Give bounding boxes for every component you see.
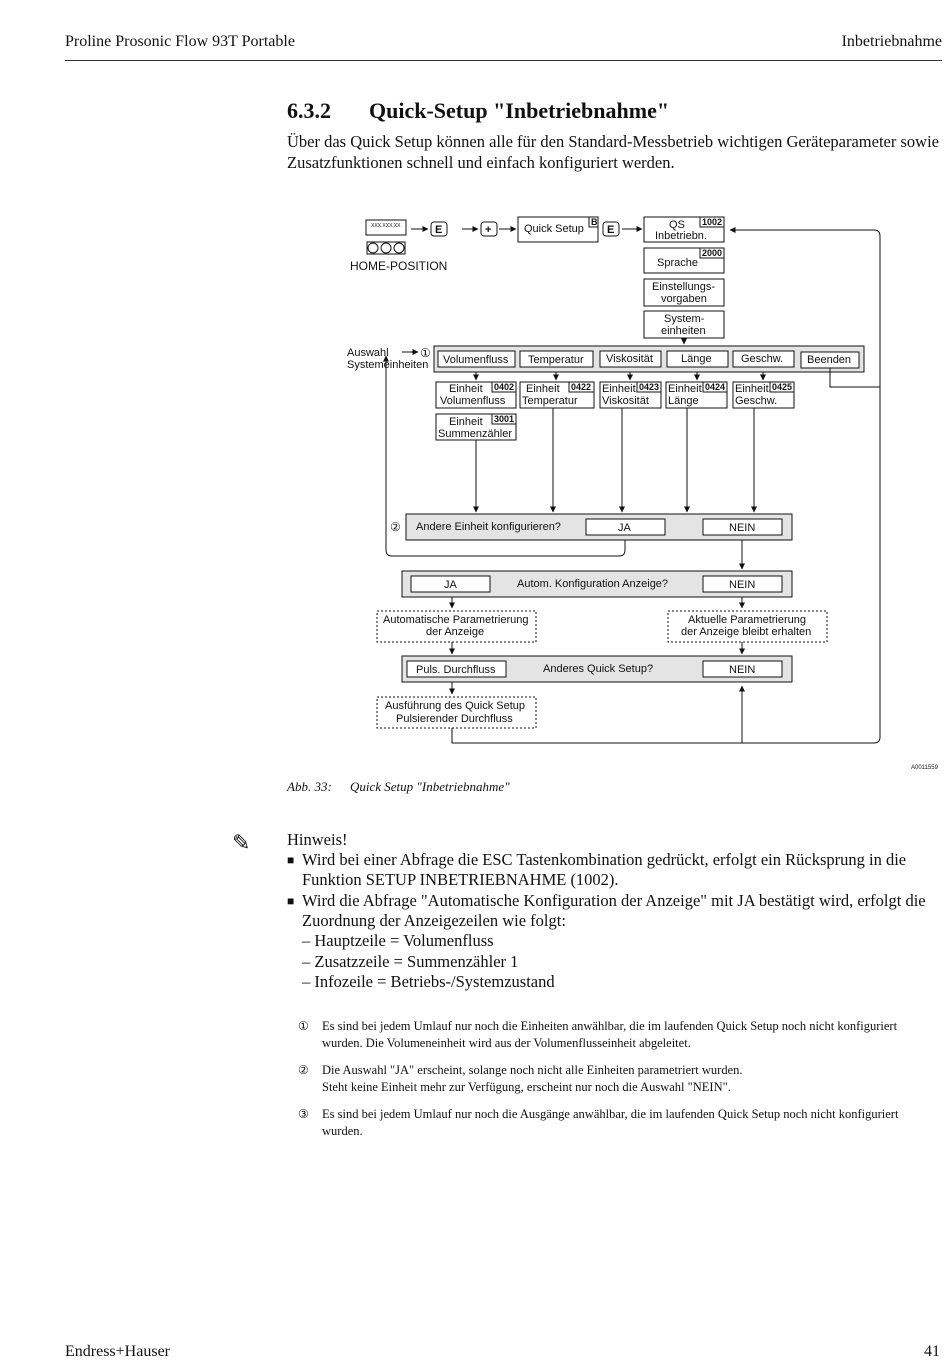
footnote-line: Es sind bei jedem Umlauf nur noch die Ausgänge anwählbar, die im laufenden Quick Setup noch nicht konfiguriert [322,1107,899,1121]
unit4-line2: Geschw. [735,395,778,407]
footnote-mark: ② [298,1063,309,1077]
footnote-line: wurden. [322,1124,363,1138]
einst-line2: vorgaben [661,293,707,305]
ja-label-einheit: JA [618,522,631,534]
quick-setup-code: B [591,217,598,227]
intro-paragraph: Über das Quick Setup können alle für den Standard-Messbetrieb wichtigen Geräteparameter sowie Zusatzfunktionen schnell und einfach konfiguriert werden. [287,132,939,172]
footnote-line: Steht keine Einheit mehr zur Verfügung, erscheint nur noch die Auswahl "NEIN". [322,1080,731,1094]
header-left: Proline Prosonic Flow 93T Portable [65,33,295,50]
autom-konfig-label: Autom. Konfiguration Anzeige? [517,578,669,590]
key-minus-icon [368,243,378,253]
option-volumenfluss-label: Volumenfluss [443,354,509,366]
display-text: XXX.XXX.XX [371,223,401,229]
note-line: Wird die Abfrage "Automatische Konfiguration der Anzeige" mit JA bestätigt wird, erfolgt die [302,891,926,910]
pencil-icon: ✎ [232,830,251,855]
footnote-2 [322,1062,937,1096]
nein-label-anzeige: NEIN [729,579,756,591]
unit3-line1: Einheit [668,383,702,395]
marker-1: ① [420,346,431,360]
nein-label-einheit: NEIN [729,522,756,534]
note-line: – Infozeile = Betriebs-/Systemzustand [302,972,555,991]
key-enter-icon [394,243,404,253]
footnote-mark: ③ [298,1107,309,1121]
unit1-code: 0422 [571,382,592,392]
unit1-line1: Einheit [526,383,560,395]
akt-param-line2: der Anzeige bleibt erhalten [681,626,812,638]
ausf-line2: Pulsierender Durchfluss [396,713,513,725]
option-geschw-label: Geschw. [741,353,784,365]
figure-caption [287,779,510,795]
unit2-line1: Einheit [602,383,636,395]
auto-param-line2: der Anzeige [426,626,485,638]
bullet-square-icon: ■ [287,853,295,867]
note-line: – Zusatzzeile = Summenzähler 1 [302,952,519,971]
note-line: Zuordnung der Anzeigezeilen wie folgt: [302,911,566,930]
footnote-line: Es sind bei jedem Umlauf nur noch die Einheiten anwählbar, die im laufenden Quick Setup noch nicht konfiguriert [322,1019,898,1033]
marker-2: ② [390,520,401,534]
sprache-label: Sprache [657,257,698,269]
footnote-1 [322,1018,937,1052]
auswahl-line2: Systemeinheiten [347,359,429,371]
section-heading: Quick-Setup "Inbetriebnahme" [369,98,670,123]
akt-param-line1: Aktuelle Parametrierung [688,614,807,626]
einst-line1: Einstellungs- [652,281,715,293]
home-position-label: HOME-POSITION [350,259,448,273]
key-e-label: E [435,224,443,236]
unit0-line1: Einheit [449,383,483,395]
unit4-line1: Einheit [735,383,769,395]
summen-code: 3001 [494,414,515,424]
andere-einheit-label: Andere Einheit konfigurieren? [416,521,561,533]
unit2-code: 0423 [639,382,660,392]
unit3-code: 0424 [705,382,726,392]
qs-code: 1002 [702,217,723,227]
note-line: Wird bei einer Abfrage die ESC Tastenkombination gedrückt, erfolgt ein Rücksprung in die [302,850,907,869]
summen-line1: Einheit [449,416,483,428]
note-line: – Hauptzeile = Volumenfluss [302,931,494,950]
ausf-line1: Ausführung des Quick Setup [385,700,526,712]
option-laenge-label: Länge [681,353,712,365]
option-temperatur-label: Temperatur [528,354,584,366]
puls-label: Puls. Durchfluss [416,664,496,676]
anderes-qs-label: Anderes Quick Setup? [543,663,654,675]
ja-label-anzeige: JA [444,579,457,591]
footnote-line: Die Auswahl "JA" erscheint, solange noch nicht alle Einheiten parametriert wurden. [322,1063,743,1077]
key-plus-label: + [485,224,492,236]
caption-label: Abb. 33: [287,779,332,794]
quick-setup-label: Quick Setup [524,223,584,235]
unit2-line2: Viskosität [602,395,649,407]
footnote-mark: ① [298,1019,309,1033]
unit1-line2: Temperatur [522,395,578,407]
auto-param-line1: Automatische Parametrierung [383,614,529,626]
page-number: 41 [924,1343,940,1360]
figure-id: A0011559 [911,765,938,771]
system-line1: System- [664,313,705,325]
system-line2: einheiten [661,325,706,337]
caption-text: Quick Setup "Inbetriebnahme" [350,779,510,794]
footnote-line: wurden. Die Volumeneinheit wird aus der Volumenflusseinheit abgeleitet. [322,1036,691,1050]
key-e2-label: E [607,224,615,236]
auswahl-line1: Auswahl [347,347,389,359]
bullet-square-icon: ■ [287,894,295,908]
note-line: Funktion SETUP INBETRIEBNAHME (1002). [302,870,619,889]
header-right: Inbetriebnahme [841,33,942,50]
summen-line2: Summenzähler [438,428,512,440]
key-plus-icon [381,243,391,253]
note-title: Hinweis! [287,830,348,849]
qs-line2: Inbetriebn. [655,230,707,242]
unit4-code: 0425 [772,382,793,392]
unit3-line2: Länge [668,395,699,407]
qs-line1: QS [669,219,685,231]
option-beenden-label: Beenden [807,354,852,366]
section-number: 6.3.2 [287,98,331,123]
option-viskositaet-label: Viskosität [606,353,653,365]
footer-left: Endress+Hauser [65,1343,170,1360]
unit0-code: 0402 [494,382,515,392]
sprache-code: 2000 [702,248,723,258]
nein-label-qs: NEIN [729,664,756,676]
footnote-3 [322,1106,937,1140]
unit0-line2: Volumenfluss [440,395,506,407]
